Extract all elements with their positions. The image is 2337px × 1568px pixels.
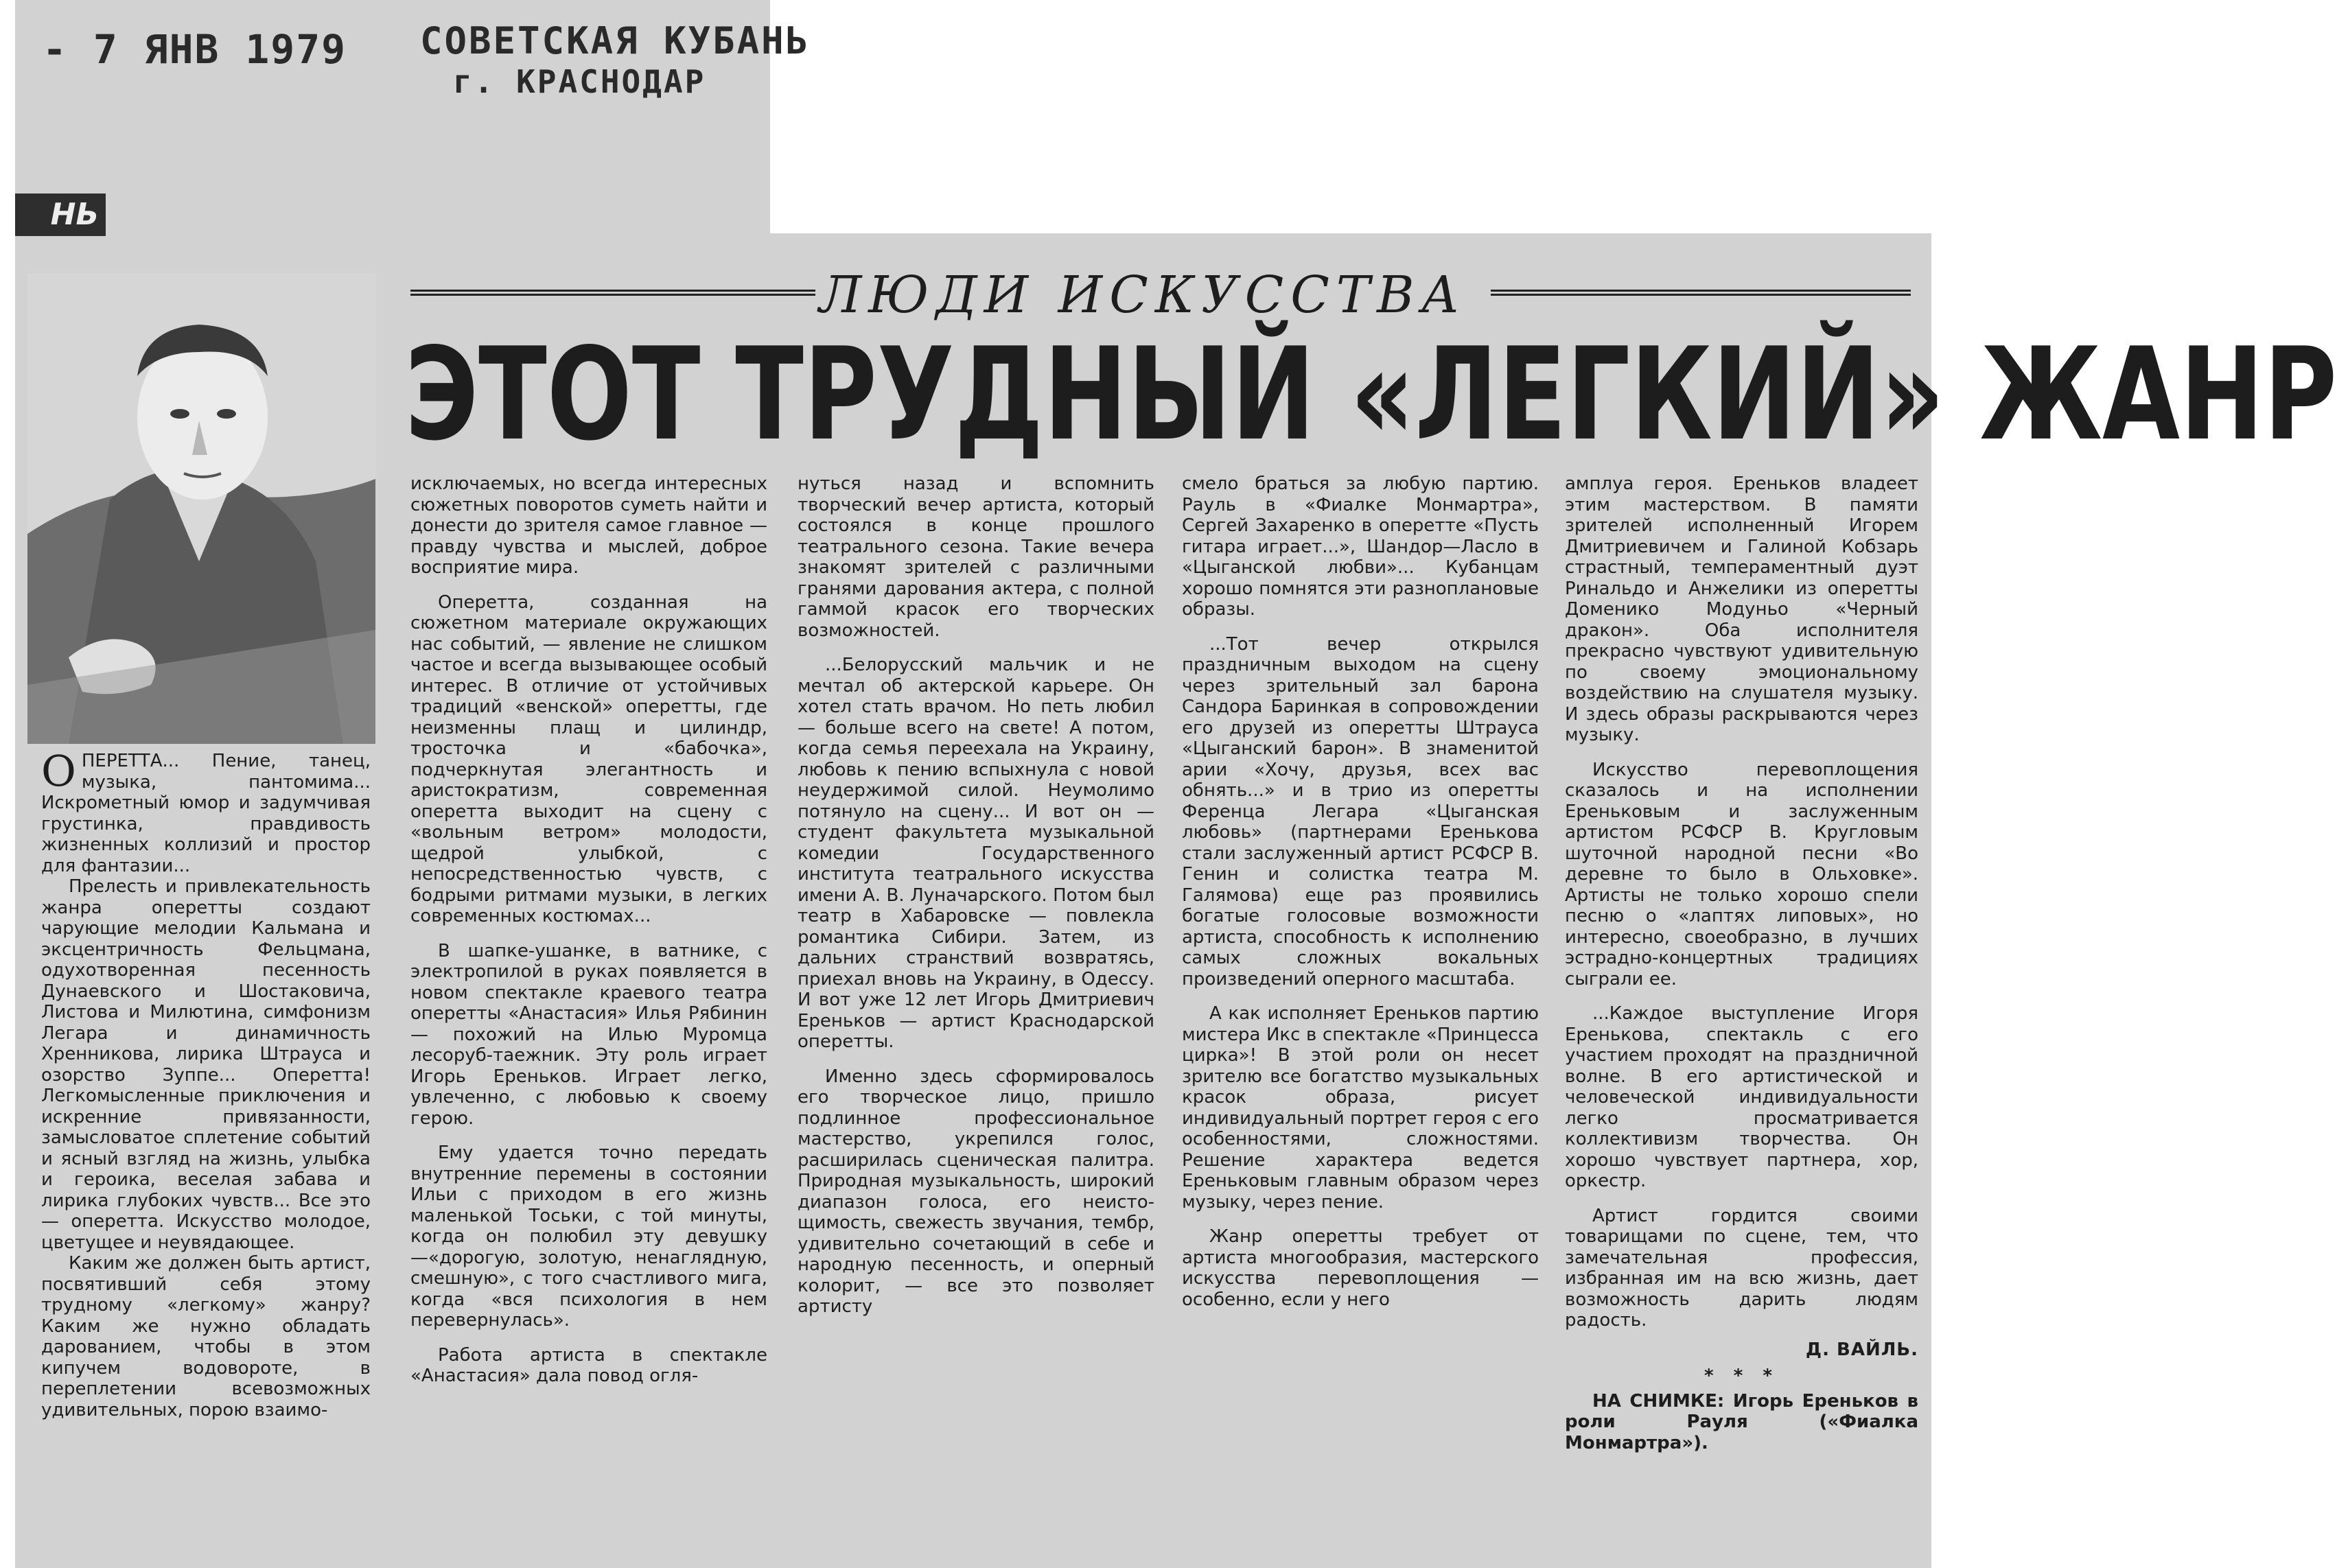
column-1-paragraph-3: Каким же должен быть артист, посвятивший себя этому трудному «легкому» жанру? Каким же нужно обладать дарованием, чтобы в этом кипучем водовороте, в переплетении всевозможных удивительных, порою взаимо- [41,1253,371,1420]
rubric-rule-left [410,290,815,296]
portrait-photo-drawing [27,273,375,744]
column-4-paragraph-3: А как исполняет Ереньков партию мистера Икс в спектакле «Принцесса цирка»! В этой роли он несет зрителю все богатство музыкальных красок образа, рисует индивидуальный портрет героя с его особенностями, сложностями. Решение характера ведется Ереньковым главным образом через музыку, через пение. [1182,1003,1539,1213]
portrait-photo [27,273,375,744]
article-headline: ЭТОТ ТРУДНЫЙ «ЛЕГКИЙ» ЖАНР [405,320,2337,469]
section-tab: НЬ [15,194,106,236]
clipping-date-stamp: - 7 ЯНВ 1979 [43,26,347,73]
column-1-paragraph-1-text: ПЕРЕТТА... Пение, танец, музыка, пантомима... Искрометный юмор и задумчивая грустинка, правдивость жизненных коллизий и простор для фантазии... [41,751,371,876]
article-column-1 [41,746,371,1420]
column-4-paragraph-2: ...Тот вечер открылся праздничным выходом на сцену через зрительный зал барона Сандора Баринкая в сопровождении его друзей из оперетты Штрауса «Цыганский барон». В знаменитой арии «Хочу, друзья, всех вас обнять...» и в трио из оперетты Ференца Легара «Цыганская любовь» (партнерами Еренькова стали заслуженный артист РСФСР В. Генин и солистка театра М. Галямова) еще раз проявились богатые голосовые возможности артиста, способность к исполнению самых сложных вокальных произведений оперного масштаба. [1182,633,1539,990]
article-column-2 [410,473,767,1387]
rubric-rule-right [1491,290,1911,296]
column-2-paragraph-5: Работа артиста в спектакле «Анастасия» дала повод огля- [410,1344,767,1386]
article-column-3 [798,473,1154,1318]
column-2-paragraph-2: Оперетта, созданная на сюжетном материале окружающих нас событий, — явление не слишком частое и всегда вызывающее особый интерес. В отличие от устойчивых традиций «венской» оперетты, где неизменны плащ и цилиндр, тросточка и «бабочка», подчеркнутая элегантность и аристократизм, современная оперетта выходит на сцену с «вольным ветром» молодости, щедрой улыбкой, с непосредственностью чувств, с бодрыми ритмами музыки, в легких современных костюмах... [410,592,767,926]
article-column-4 [1182,473,1539,1310]
city-stamp: г. КРАСНОДАР [453,63,706,100]
column-2-paragraph-4: Ему удается точно передать внутренние перемены в состоянии Ильи с приходом в его жизнь маленькой Тоськи, с той минуты, когда он полюбил эту девушку—«дорогую, золотую, ненаглядную, смешную», с того счастливого мига, когда «вся психология в нем перевернулась». [410,1143,767,1331]
article-paper-top [770,233,1931,240]
column-1-paragraph-2: Прелесть и привлекательность жанра оперетты создают чарующие мелодии Кальмана и эксцентричность Фельцмана, одухотворенная песенность Дунаевского и Шостаковича, Листова и Милютина, симфонизм Легара и динамичность Хренникова, лирика Штрауса и озорство Зуппе... Оперетта! Легкомысленные приключения и искренние привязанности, замысловатое сплетение событий и ясный взгляд на жизнь, улыбка и героика, веселая забава и лирика глубоких чувств... Все это — оперетта. Искусство молодое, цветущее и неувядающее. [41,876,371,1253]
author-signature: Д. ВАЙЛЬ. [1805,1339,1918,1360]
column-5-paragraph-1: амплуа героя. Ереньков владеет этим мастерством. В памяти зрителей исполненный Игорем Дмитриевичем и Галиной Кобзарь страстный, темпераментный дуэт Ринальдо и Анжелики из оперетты Доменико Модуньо «Черный дракон». Оба исполнителя прекрасно чувствуют удивительную по своему эмоциональному воздействию на слушателя музыку. И здесь образы раскрываются через музыку. [1565,473,1918,745]
article-column-5 [1565,473,1918,1453]
rubric-title: ЛЮДИ ИСКУССТВА [819,266,1467,325]
column-3-paragraph-3: Именно здесь сформировалось его творческое лицо, пришло подлинное профессиональное мастерство, укрепился голос, расширилась сценическая палитра. Природная музыкальность, широкий диапазон голоса, его неисто-щимость, свежесть звучания, тембр, удивительно сочетающий в себе и народную песенность, и оперный колорит, — все это позволяет артисту [798,1066,1154,1317]
column-3-paragraph-2: ...Белорусский мальчик и не мечтал об актерской карьере. Он хотел стать врачом. Но петь любил — больше всего на свете! А потом, когда семья переехала на Украину, любовь к пению вспыхнула с новой неудержимой силой. Неумолимо потянуло на сцену... И вот он — студент факультета музыкальной комедии Государственного института театрального искусства имени А. В. Луначарского. Потом был театр в Хабаровске — повлекла романтика Сибири. Затем, из дальних странствий возвратясь, приехал вновь на Украину, в Одессу. И вот уже 12 лет Игорь Дмитриевич Ереньков — артист Краснодарской оперетты. [798,655,1154,1052]
column-5-paragraph-4: Артист гордится своими товарищами по сцене, тем, что замечательная профессия, избранная им на всю жизнь, дает возможность дарить людям радость. [1565,1205,1918,1331]
column-3-paragraph-1: нуться назад и вспомнить творческий вечер артиста, который состоялся в конце прошлого театрального сезона. Такие вечера знакомят зрителей с различными гранями дарования актера, с полной гаммой красок его творческих возможностей. [798,473,1154,641]
column-4-paragraph-4: Жанр оперетты требует от артиста многообразия, мастерского искусства перевоплощения — особенно, если у него [1182,1226,1539,1310]
column-4-paragraph-1: смело браться за любую партию. Рауль в «Фиалке Монмартра», Сергей Захаренко в оперетте «Пусть гитара играет...», Шандор—Ласло в «Цыганской любви»... Кубанцам хорошо помнятся эти разноплановые образы. [1182,473,1539,620]
drop-cap: О [41,746,76,796]
column-5-paragraph-2: Искусство перевоплощения сказалось и на исполнении Ереньковым и заслуженным артистом РСФСР В. Кругловым шуточной народной песни «Во деревне то было в Ольховке». Артисты не только хорошо спели песню о «лаптях липовых», но интересно, своеобразно, в лучших эстрадно-концертных традициях сыграли ее. [1565,759,1918,990]
column-2-paragraph-1: исключаемых, но всегда интересных сюжетных поворотов суметь найти и донести до зрителя самое главное — правду чувства и мыслей, доброе восприятие мира. [410,473,767,578]
column-2-paragraph-3: В шапке-ушанке, в ватнике, с электропилой в руках появляется в новом спектакле краевого театра оперетты «Анастасия» Илья Рябинин — похожий на Илью Муромца лесоруб-таежник. Эту роль играет Игорь Ереньков. Играет легко, увлеченно, с любовью к своему герою. [410,940,767,1129]
newspaper-name-stamp: СОВЕТСКАЯ КУБАНЬ [420,19,811,62]
photo-caption: НА СНИМКЕ: Игорь Ереньков в роли Рауля («Фиалка Монмартра»). [1565,1390,1918,1453]
column-5-paragraph-3: ...Каждое выступление Игоря Еренькова, спектакль с его участием проходят на праздничной волне. В его артистической и человеческой индивидуальности легко просматривается коллективизм творчества. Он хорошо чувствует партнера, хор, оркестр. [1565,1003,1918,1191]
separator-stars: * * * [1704,1366,1779,1386]
column-1-paragraph-1 [41,746,371,876]
